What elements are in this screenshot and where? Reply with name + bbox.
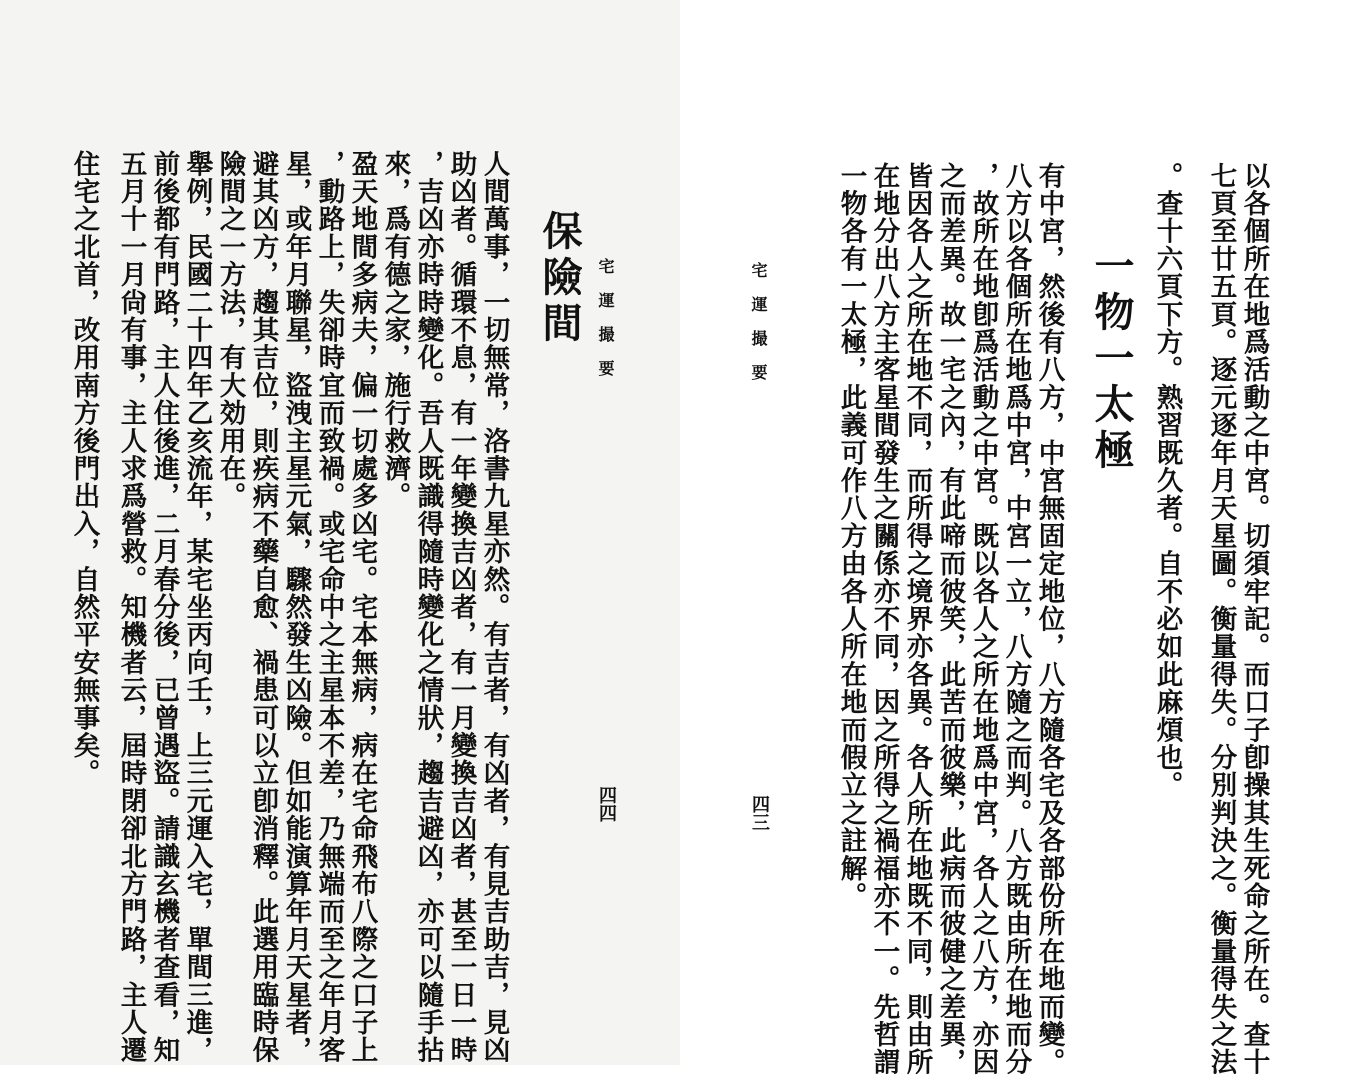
left-text-column: 舉例，民國二十四年乙亥流年，某宅坐丙向壬，上三元運入宅，單間三進， [181, 150, 213, 1065]
left-text-column: ，動路上，失卻時宜而致禍。或宅命中之主星本不差，乃無端而至之年月客 [313, 150, 345, 1065]
left-text-column: 避其凶方，趨其吉位，則疾病不藥自愈、禍患可以立卽消釋。此選用臨時保 [247, 150, 279, 1065]
right-page [680, 0, 1361, 1076]
right-text-column: 。查十六頁下方。熟習既久者。自不必如此麻煩也。 [1151, 162, 1183, 800]
left-page-number: 四四 [596, 786, 617, 822]
right-page-number: 四三 [749, 795, 770, 831]
left-text-column: 來，爲有德之家，施行救濟。 [379, 150, 411, 511]
left-page [0, 0, 680, 1065]
right-text-column: 在地分出八方主客星間發生之關係亦不同，因之所得之禍福亦不一。先哲謂 [868, 162, 900, 1076]
right-text-column: 以各個所在地爲活動之中宮。切須牢記。而口子卽操其生死命之所在。查十 [1238, 162, 1270, 1076]
right-text-column: 皆因各人之所在地不同，而所得之境界亦各異。各人所在地既不同，則由所 [901, 162, 933, 1076]
left-text-column: 五月十一月尙有事，主人求爲營救。知機者云，屆時閉卻北方門路，主人遷 [115, 150, 147, 1065]
right-text-column: 八方以各個所在地爲中宮，中宮一立，八方隨之而判。八方既由所在地而分 [1000, 162, 1032, 1076]
right-text-column: 一物各有一太極，此義可作八方由各人所在地而假立之註解。 [835, 162, 867, 910]
left-text-column: 人間萬事，一切無常，洛書九星亦然。有吉者，有凶者，有見吉助吉，見凶 [478, 150, 510, 1065]
left-text-column: 盈天地間多病夫，偏一切處多凶宅。宅本無病，病在宅命飛布八際之口子上 [346, 150, 378, 1065]
left-running-header: 宅運撮要 [596, 258, 615, 394]
right-section-title: 一物一太極 [1088, 245, 1135, 475]
left-section-title: 保險間 [536, 210, 583, 348]
left-text-column: 住宅之北首，改用南方後門出入，自然平安無事矣。 [68, 150, 100, 788]
right-text-column: ，故所在地卽爲活動之中宮。既以各人之所在地爲中宮，各人之八方，亦因 [967, 162, 999, 1076]
left-text-column: 助凶者。循環不息，有一年變換吉凶者，有一月變換吉凶者，甚至一日一時 [445, 150, 477, 1065]
right-text-column: 之而差異。故一宅之內，有此啼而彼笑，此苦而彼樂，此病而彼健之差異， [934, 162, 966, 1076]
left-text-column: ，吉凶亦時時變化。吾人既識得隨時變化之情狀，趨吉避凶，亦可以隨手拈 [412, 150, 444, 1065]
left-text-column: 星，或年月聯星，盜洩主星元氣，驟然發生凶險。但如能演算年月天星者， [280, 150, 312, 1065]
left-text-column: 險間之一方法，有大効用在。 [214, 150, 246, 511]
right-running-header: 宅運撮要 [749, 262, 768, 398]
left-text-column: 前後都有門路，主人住後進，二月春分後，已曾遇盜。請識玄機者查看，知 [148, 150, 180, 1065]
right-text-column: 七頁至廿五頁。逐元逐年月天星圖。衡量得失。分別判決之。衡量得失之法 [1205, 162, 1237, 1076]
right-text-column: 有中宮，然後有八方，中宮無固定地位，八方隨各宅及各部份所在地而變。 [1033, 162, 1065, 1076]
